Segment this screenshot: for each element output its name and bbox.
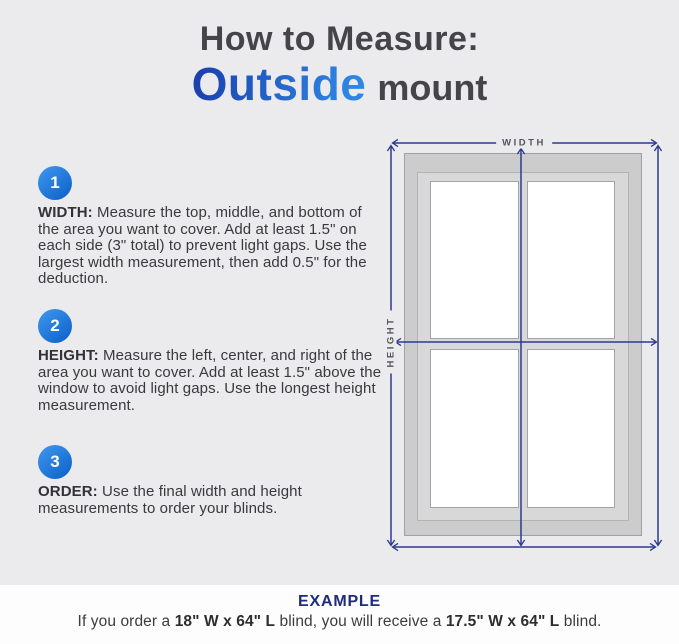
window-diagram — [375, 130, 677, 570]
page-title-line2 — [0, 58, 679, 110]
width-dimension-label: WIDTH — [496, 138, 552, 149]
step-width-body: Measure the top, middle, and bottom of the area you want to cover. Add at least 1.5" on each side (3" total) to prevent light gaps. Use the largest width measurement, then add 0.5" for the deduction. — [38, 204, 367, 288]
measurement-arrows — [375, 130, 677, 570]
step-order — [38, 445, 386, 517]
step-number-badge: 3 — [38, 445, 72, 479]
step-order-body: Use the final width and height measurements to order your blinds. — [38, 483, 302, 517]
header — [0, 20, 679, 110]
height-dimension-label: HEIGHT — [386, 311, 397, 374]
example-section — [0, 585, 679, 644]
step-height-text — [38, 348, 386, 414]
example-text: If you order a — [77, 613, 175, 630]
step-height-label: HEIGHT: — [38, 347, 99, 364]
example-text: blind. — [559, 613, 602, 630]
example-heading: EXAMPLE — [298, 593, 381, 610]
example-sentence — [0, 613, 679, 631]
step-width — [38, 166, 386, 288]
step-number-badge: 1 — [38, 166, 72, 200]
step-order-text — [38, 484, 386, 517]
page-title-suffix: mount — [377, 67, 488, 108]
page-title-highlight: Outside — [191, 58, 367, 110]
step-height-body: Measure the left, center, and right of the area you want to cover. Add at least 1.5" above the window to avoid light gaps. Use the longest height measurement. — [38, 347, 382, 414]
step-height — [38, 309, 386, 414]
step-width-label: WIDTH: — [38, 204, 93, 221]
ordered-size: 18" W x 64" L — [174, 613, 276, 630]
received-size: 17.5" W x 64" L — [445, 613, 560, 630]
page-title-line1: How to Measure: — [199, 20, 480, 58]
step-order-label: ORDER: — [38, 483, 98, 500]
step-width-text — [38, 205, 386, 288]
example-text: blind, you will receive a — [275, 613, 446, 630]
step-number-badge: 2 — [38, 309, 72, 343]
